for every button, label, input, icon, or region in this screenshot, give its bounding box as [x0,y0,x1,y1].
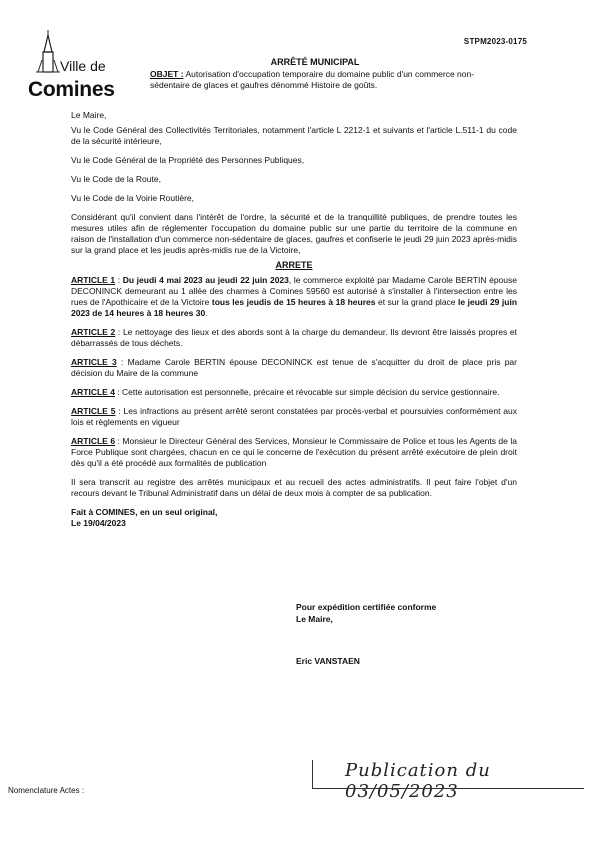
preamble-code-route: Vu le Code de la Route, [71,174,161,184]
article-1-dates: Du jeudi 4 mai 2023 au jeudi 22 juin 2023 [122,275,289,285]
logo-ville-text: Ville de [60,58,106,74]
signatory-name: Eric VANSTAEN [296,656,360,666]
certification-block [296,601,436,625]
article-2: ARTICLE 2 : Le nettoyage des lieux et des abords sont à la charge du demandeur. Ils devront être laissés propres et débarrassés de tous déchets. [71,327,517,348]
stamp-underline [312,788,584,789]
article-1: ARTICLE 1 : Du jeudi 4 mai 2023 au jeudi 22 juin 2023, le commerce exploité par Madame Carole BERTIN épouse DECONINCK demeurant au 1 allée des charmes à Comines 59560 est autorisé à s'installer à l'intersection entre les rues de l'Apothicaire et de la Victoire tous les jeudis de 15 heures à 18 heures et sur la grand place le jeudi 29 juin 2023 de 14 heures à 18 heures 30. [71,275,518,318]
preamble-considerant: Considérant qu'il convient dans l'intérêt de l'ordre, la sécurité et de la tranquillité publiques, de prendre toutes les mesures utiles afin de réglementer l'occupation du domaine public sur une partie du territoire de la commune en raison de l'installation d'un commerce non-sédentaire de glaces, gaufres et confiserie le jeudi 29 juin 2023 après-midis sur la grand place et les jeudis après-midis rue de la Victoire, [71,212,517,255]
article-1-schedule: tous les jeudis de 15 heures à 18 heures [211,297,376,307]
publication-stamp: Publication du 03/05/2023 [345,760,491,802]
preamble-maire: Le Maire, [71,110,107,120]
objet-block [150,69,480,91]
document-title: ARRÊTÉ MUNICIPAL [270,57,360,67]
article-5-label: ARTICLE 5 [71,406,116,416]
article-1-special-date: le jeudi 29 juin 2023 de 14 heures à 18 heures 30 [71,297,518,318]
fait-a-comines: Fait à COMINES, en un seul original, [71,507,218,517]
article-3-label: ARTICLE 3 [71,357,117,367]
reference-number: STPM2023-0175 [463,37,527,46]
article-4: ARTICLE 4 : Cette autorisation est personnelle, précaire et révocable sur simple décision du service gestionnaire. [71,387,500,397]
comines-logo [28,30,138,105]
article-3: ARTICLE 3 : Madame Carole BERTIN épouse DECONINCK est tenue de s'acquitter du droit de place pris par décision du Maire de la commune [71,357,517,378]
objet-text: Autorisation d'occupation temporaire du domaine public d'un commerce non-sédentaire de glaces et gaufres dénommé Histoire de goûts. [150,69,475,90]
logo-comines-text: Comines [28,78,115,101]
certification-maire: Le Maire, [296,614,333,624]
fait-date: Le 19/04/2023 [71,518,126,528]
closing-paragraph: Il sera transcrit au registre des arrêtés municipaux et au recueil des actes administratifs. Il peut faire l'objet d'un recours devant le Tribunal Administratif dans un délai de deux mois à compter de sa publication. [71,477,517,498]
preamble-code-voirie: Vu le Code de la Voirie Routière, [71,193,195,203]
document-body [71,110,517,537]
article-2-label: ARTICLE 2 [71,327,116,337]
article-5: ARTICLE 5 : Les infractions au présent arrêté seront constatées par procès-verbal et poursuivies conformément aux lois et règlements en vigueur [71,406,518,427]
arrete-heading: ARRETE [275,260,313,270]
certification-line: Pour expédition certifiée conforme [296,602,437,612]
article-6-label: ARTICLE 6 [71,436,116,446]
church-spire-icon [33,30,63,78]
objet-label: OBJET : [150,69,184,79]
preamble-cgppp: Vu le Code Général de la Propriété des Personnes Publiques, [71,155,305,165]
article-4-label: ARTICLE 4 [71,387,115,397]
preamble-cgct: Vu le Code Général des Collectivités Territoriales, notamment l'article L 2212-1 et suivants et l'article L.511-1 du code de la sécurité intérieure, [71,125,517,146]
article-6: ARTICLE 6 : Monsieur le Directeur Général des Services, Monsieur le Commissaire de Police et tous les Agents de la Force Publique sont chargées, chacun en ce qui le concerne de l'exécution du présent arrêté exécutoire de plein droit dès qu'il a été procédé aux formalités de publication [71,436,517,468]
article-1-label: ARTICLE 1 [71,275,116,285]
stamp-frame-left [312,760,313,788]
nomenclature-label: Nomenclature Actes : [8,786,85,795]
